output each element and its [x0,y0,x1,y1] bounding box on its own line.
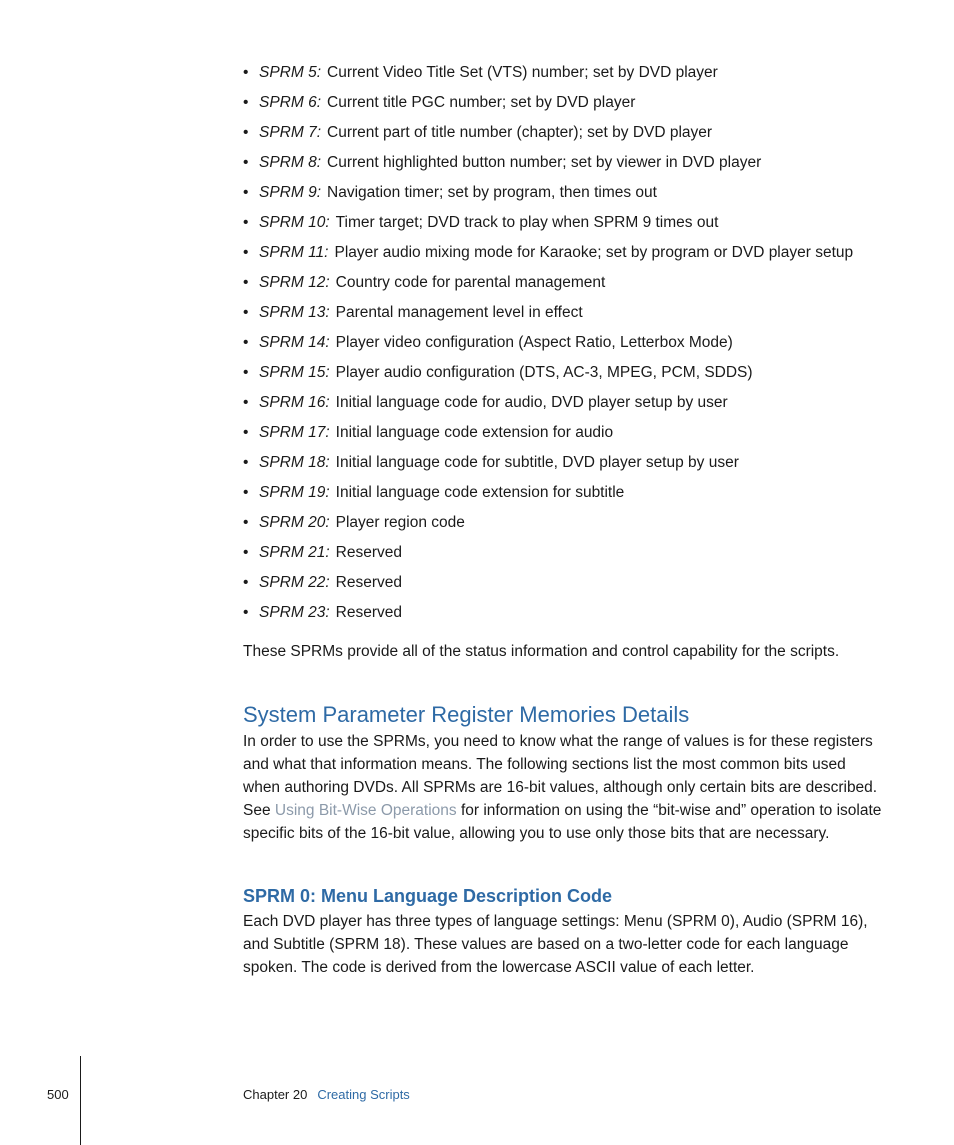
sprm-list-item [243,120,923,150]
sprm-term: SPRM 12: [259,274,330,291]
section-paragraph [243,730,883,845]
sprm-description: Reserved [335,574,402,591]
sprm-description: Country code for parental management [335,274,606,291]
bullet-icon: • [243,154,249,171]
sprm-list-item [243,330,923,360]
sprm-list-item [243,510,923,540]
sprm-description: Player audio mixing mode for Karaoke; set by program or DVD player setup [334,244,854,261]
bullet-icon: • [243,424,249,441]
chapter-label: Chapter 20 [243,1087,308,1102]
sprm-term: SPRM 10: [259,214,330,231]
sprm-list-item [243,360,923,390]
sprm-term: SPRM 7: [259,124,322,141]
bullet-icon: • [243,394,249,411]
sprm-term: SPRM 16: [259,394,330,411]
sprm-description: Navigation timer; set by program, then times out [327,184,657,201]
sprm-description: Player region code [335,514,465,531]
sprm-description: Timer target; DVD track to play when SPRM 9 times out [335,214,719,231]
sprm-description: Initial language code extension for subtitle [335,484,625,501]
sprm-term: SPRM 6: [259,94,322,111]
sprm-term: SPRM 17: [259,424,330,441]
section-paragraph-text-end: for information on using the “bit-wise and” operation to isolate specific bits of the 16-bit value, allowing you to use only those bits that are necessary. [243,802,882,842]
summary-paragraph: These SPRMs provide all of the status information and control capability for the scripts. [243,643,840,660]
sprm-description: Current part of title number (chapter); set by DVD player [327,124,713,141]
subsection-paragraph: Each DVD player has three types of language settings: Menu (SPRM 0), Audio (SPRM 16), and Subtitle (SPRM 18). These values are based on a two-letter code for each language spoken. The code is derived from the lowercase ASCII value of each letter. [243,913,868,976]
sprm-list-item [243,480,923,510]
sprm-description: Parental management level in effect [335,304,583,321]
sprm-list-item [243,450,923,480]
sprm-list-item [243,600,923,630]
bullet-icon: • [243,484,249,501]
bullet-icon: • [243,184,249,201]
sprm-list-item [243,540,923,570]
bullet-icon: • [243,274,249,291]
sprm-description: Reserved [335,544,402,561]
footer-chapter [243,1086,410,1104]
sprm-description: Current Video Title Set (VTS) number; set by DVD player [327,64,718,81]
sprm-description: Initial language code extension for audio [335,424,614,441]
bullet-icon: • [243,454,249,471]
sprm-term: SPRM 15: [259,364,330,381]
sprm-term: SPRM 14: [259,334,330,351]
chapter-title-link[interactable]: Creating Scripts [317,1087,410,1102]
bullet-icon: • [243,124,249,141]
sprm-term: SPRM 23: [259,604,330,621]
sprm-list-item [243,420,923,450]
sprm-description: Player video configuration (Aspect Ratio, Letterbox Mode) [335,334,733,351]
sprm-list-item [243,60,923,90]
sprm-term: SPRM 21: [259,544,330,561]
bullet-icon: • [243,334,249,351]
sprm-term: SPRM 5: [259,64,322,81]
sprm-term: SPRM 19: [259,484,330,501]
sprm-term: SPRM 22: [259,574,330,591]
sprm-term: SPRM 20: [259,514,330,531]
subsection-heading: SPRM 0: Menu Language Description Code [243,886,613,906]
sprm-description: Current title PGC number; set by DVD player [327,94,636,111]
sprm-list-item [243,180,923,210]
section-paragraph-text-start: In order to use the SPRMs, you need to know what the range of values is for these registers and what that information means. The following sections list the most common bits used when authoring DVDs. All SPRMs are 16-bit values, although only certain bits are described. See [243,733,878,819]
sprm-list-item [243,150,923,180]
bullet-icon: • [243,364,249,381]
bullet-icon: • [243,304,249,321]
sprm-description: Initial language code for audio, DVD player setup by user [335,394,728,411]
bit-wise-operations-link[interactable]: Using Bit-Wise Operations [274,802,457,819]
sprm-bullet-list [243,60,923,630]
bullet-icon: • [243,94,249,111]
sprm-term: SPRM 9: [259,184,322,201]
sprm-list-item [243,210,923,240]
sprm-list-item [243,300,923,330]
sprm-term: SPRM 8: [259,154,322,171]
sprm-list-item [243,570,923,600]
bullet-icon: • [243,574,249,591]
bullet-icon: • [243,64,249,81]
bullet-icon: • [243,544,249,561]
page-number: 500 [47,1087,69,1102]
sprm-list-item [243,240,923,270]
sprm-list-item [243,270,923,300]
bullet-icon: • [243,244,249,261]
sprm-term: SPRM 18: [259,454,330,471]
bullet-icon: • [243,604,249,621]
sprm-description: Reserved [335,604,402,621]
section-heading: System Parameter Register Memories Details [243,702,690,727]
sprm-term: SPRM 11: [259,244,329,261]
sprm-description: Current highlighted button number; set by viewer in DVD player [327,154,762,171]
sprm-list-item [243,90,923,120]
bullet-icon: • [243,514,249,531]
footer-divider [80,1056,81,1145]
sprm-description: Initial language code for subtitle, DVD player setup by user [335,454,739,471]
sprm-term: SPRM 13: [259,304,330,321]
bullet-icon: • [243,214,249,231]
sprm-list-item [243,390,923,420]
sprm-description: Player audio configuration (DTS, AC-3, MPEG, PCM, SDDS) [335,364,753,381]
